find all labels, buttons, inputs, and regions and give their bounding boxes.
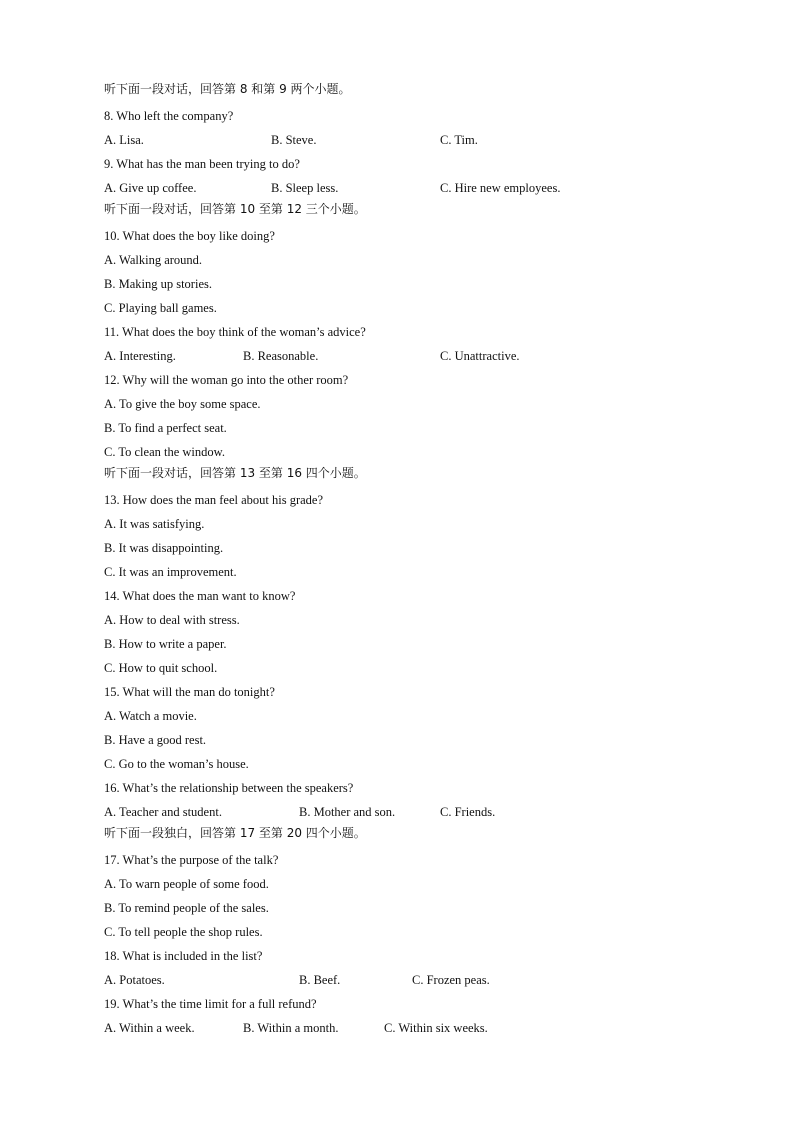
section-heading-10-12: 听下面一段对话，回答第 10 至第 12 三个小题。 bbox=[104, 202, 366, 216]
q10-option-b: B. Making up stories. bbox=[104, 277, 212, 291]
q11-option-c: C. Unattractive. bbox=[440, 349, 520, 363]
q18-option-a: A. Potatoes. bbox=[104, 973, 165, 987]
q15-option-a: A. Watch a movie. bbox=[104, 709, 197, 723]
q14-option-c: C. How to quit school. bbox=[104, 661, 218, 675]
q17-option-b: B. To remind people of the sales. bbox=[104, 901, 269, 915]
q11-option-b: B. Reasonable. bbox=[243, 349, 319, 363]
q12-option-a: A. To give the boy some space. bbox=[104, 397, 261, 411]
question-14: 14. What does the man want to know? bbox=[104, 589, 296, 603]
question-10: 10. What does the boy like doing? bbox=[104, 229, 275, 243]
question-15: 15. What will the man do tonight? bbox=[104, 685, 275, 699]
question-19: 19. What’s the time limit for a full refund? bbox=[104, 997, 317, 1011]
q14-option-b: B. How to write a paper. bbox=[104, 637, 227, 651]
q9-option-a: A. Give up coffee. bbox=[104, 181, 197, 195]
q18-option-b: B. Beef. bbox=[299, 973, 341, 987]
q10-option-c: C. Playing ball games. bbox=[104, 301, 217, 315]
question-12: 12. Why will the woman go into the other room? bbox=[104, 373, 349, 387]
question-17: 17. What’s the purpose of the talk? bbox=[104, 853, 279, 867]
question-11: 11. What does the boy think of the woman’s advice? bbox=[104, 325, 366, 339]
q17-option-c: C. To tell people the shop rules. bbox=[104, 925, 263, 939]
q10-option-a: A. Walking around. bbox=[104, 253, 203, 267]
q19-option-c: C. Within six weeks. bbox=[384, 1021, 488, 1035]
q16-option-b: B. Mother and son. bbox=[299, 805, 396, 819]
q8-option-a: A. Lisa. bbox=[104, 133, 144, 147]
q12-option-b: B. To find a perfect seat. bbox=[104, 421, 227, 435]
q16-option-a: A. Teacher and student. bbox=[104, 805, 222, 819]
question-8: 8. Who left the company? bbox=[104, 109, 234, 123]
question-16: 16. What’s the relationship between the speakers? bbox=[104, 781, 354, 795]
section-heading-13-16: 听下面一段对话，回答第 13 至第 16 四个小题。 bbox=[104, 466, 366, 480]
q13-option-a: A. It was satisfying. bbox=[104, 517, 205, 531]
q17-option-a: A. To warn people of some food. bbox=[104, 877, 269, 891]
question-13: 13. How does the man feel about his grade? bbox=[104, 493, 324, 507]
q9-option-b: B. Sleep less. bbox=[271, 181, 339, 195]
q13-option-c: C. It was an improvement. bbox=[104, 565, 237, 579]
section-heading-17-20: 听下面一段独白，回答第 17 至第 20 四个小题。 bbox=[104, 826, 366, 840]
q9-option-c: C. Hire new employees. bbox=[440, 181, 561, 195]
q18-option-c: C. Frozen peas. bbox=[412, 973, 490, 987]
section-heading-8-9: 听下面一段对话，回答第 8 和第 9 两个小题。 bbox=[104, 82, 351, 96]
q11-option-a: A. Interesting. bbox=[104, 349, 176, 363]
q16-option-c: C. Friends. bbox=[440, 805, 496, 819]
q15-option-c: C. Go to the woman’s house. bbox=[104, 757, 249, 771]
q19-option-b: B. Within a month. bbox=[243, 1021, 339, 1035]
question-18: 18. What is included in the list? bbox=[104, 949, 263, 963]
question-9: 9. What has the man been trying to do? bbox=[104, 157, 300, 171]
q13-option-b: B. It was disappointing. bbox=[104, 541, 224, 555]
q12-option-c: C. To clean the window. bbox=[104, 445, 225, 459]
q8-option-c: C. Tim. bbox=[440, 133, 478, 147]
q15-option-b: B. Have a good rest. bbox=[104, 733, 207, 747]
q19-option-a: A. Within a week. bbox=[104, 1021, 195, 1035]
q14-option-a: A. How to deal with stress. bbox=[104, 613, 240, 627]
q8-option-b: B. Steve. bbox=[271, 133, 317, 147]
